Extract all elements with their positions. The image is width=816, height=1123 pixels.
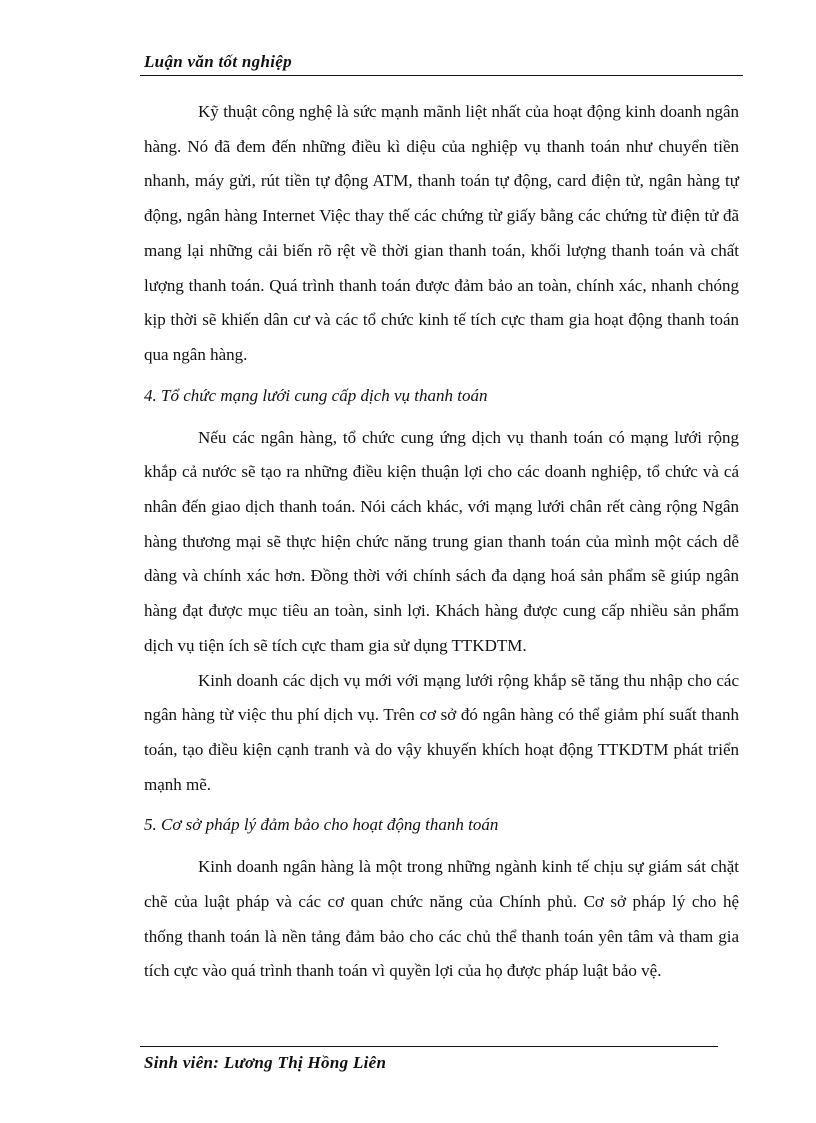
document-body bbox=[144, 95, 739, 989]
paragraph-legal: Kinh doanh ngân hàng là một trong những ngành kinh tế chịu sự giám sát chặt chẽ của luật pháp và các cơ quan chức năng của Chính phủ. Cơ sở pháp lý cho hệ thống thanh toán là nền tảng đảm bảo cho các chủ thể thanh toán yên tâm và tham gia tích cực vào quá trình thanh toán vì quyền lợi của họ được pháp luật bảo vệ. bbox=[144, 857, 739, 981]
footer-student-name: Sinh viên: Lương Thị Hồng Liên bbox=[144, 1053, 387, 1072]
header-title: Luận văn tốt nghiệp bbox=[144, 52, 292, 71]
section-heading-4: 4. Tổ chức mạng lưới cung cấp dịch vụ thanh toán bbox=[144, 385, 488, 405]
paragraph-technology: Kỹ thuật công nghệ là sức mạnh mãnh liệt nhất của hoạt động kinh doanh ngân hàng. Nó đã đem đến những điều kì diệu của nghiệp vụ thanh toán như chuyển tiền nhanh, máy gửi, rút tiền tự động ATM, thanh toán tự động, card điện tử, ngân hàng tự động, ngân hàng Internet Việc thay thế các chứng từ giấy bằng các chứng từ điện tử đã mang lại những cải biến rõ rệt về thời gian thanh toán, khối lượng thanh toán và chất lượng thanh toán. Quá trình thanh toán được đảm bảo an toàn, chính xác, nhanh chóng kịp thời sẽ khiến dân cư và các tổ chức kinh tế tích cực tham gia hoạt động thanh toán qua ngân hàng. bbox=[144, 102, 739, 364]
section-heading-5: 5. Cơ sở pháp lý đảm bảo cho hoạt động thanh toán bbox=[144, 815, 499, 835]
paragraph-services: Kinh doanh các dịch vụ mới với mạng lưới rộng khắp sẽ tăng thu nhập cho các ngân hàng từ việc thu phí dịch vụ. Trên cơ sở đó ngân hàng có thể giảm phí suất thanh toán, tạo điều kiện cạnh tranh và do vậy khuyến khích hoạt động TTKDTM phát triển mạnh mẽ. bbox=[144, 670, 739, 794]
header-divider bbox=[140, 75, 743, 76]
footer-divider bbox=[140, 1046, 718, 1047]
paragraph-network: Nếu các ngân hàng, tổ chức cung ứng dịch vụ thanh toán có mạng lưới rộng khắp cả nước sẽ tạo ra những điều kiện thuận lợi cho các doanh nghiệp, tổ chức và cá nhân đến giao dịch thanh toán. Nói cách khác, với mạng lưới chân rết càng rộng Ngân hàng thương mại sẽ thực hiện chức năng trung gian thanh toán của mình một cách dễ dàng và chính xác hơn. Đồng thời với chính sách đa dạng hoá sản phẩm sẽ giúp ngân hàng đạt được mục tiêu an toàn, sinh lợi. Khách hàng được cung cấp nhiều sản phẩm dịch vụ tiện ích sẽ tích cực tham gia sử dụng TTKDTM. bbox=[144, 427, 739, 655]
